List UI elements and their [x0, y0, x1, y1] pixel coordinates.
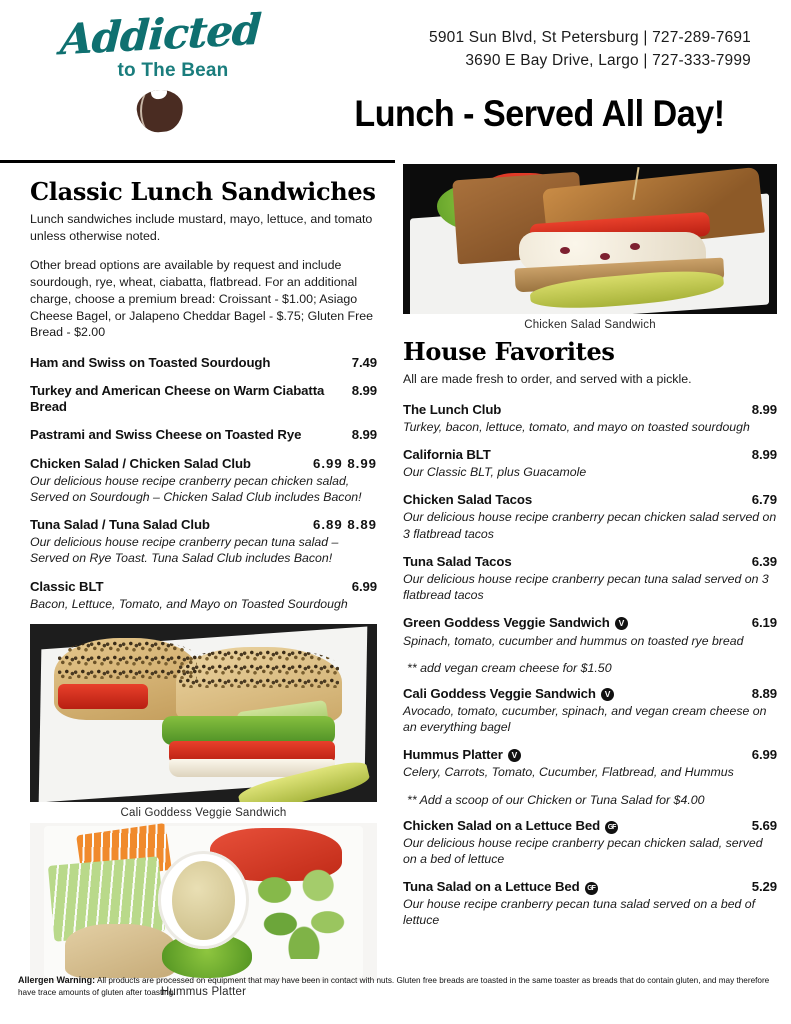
- classic-section-title: Classic Lunch Sandwiches: [30, 177, 376, 206]
- chicken-photo-caption: Chicken Salad Sandwich: [524, 319, 656, 331]
- menu-item-header: [403, 879, 777, 895]
- favorites-items-list: [403, 402, 777, 929]
- house-favorites-column: [395, 160, 791, 968]
- menu-item: [30, 383, 377, 415]
- logo-tagline: to The Bean: [117, 60, 229, 81]
- cali-goddess-photo: [30, 624, 377, 802]
- chicken-salad-photo: [403, 164, 777, 314]
- menu-item-description: Our delicious house recipe cranberry pecan tuna salad served on 3 flatbread tacos: [403, 571, 769, 603]
- allergen-warning: [18, 974, 777, 999]
- menu-item-name: The Lunch Club: [403, 401, 502, 417]
- menu-item-header: [30, 579, 377, 595]
- classic-note-1: Lunch sandwiches include mustard, mayo, lettuce, and tomato unless otherwise noted.: [30, 212, 373, 243]
- menu-item-description: Our delicious house recipe cranberry pecan chicken salad served on 3 flatbread tacos: [403, 510, 777, 541]
- location-line-1: 5901 Sun Blvd, St Petersburg | 727-289-7691: [429, 29, 751, 46]
- favorites-note: All are made fresh to order, and served with a pickle.: [403, 372, 692, 386]
- menu-item-header: [403, 554, 777, 570]
- menu-item-header: [403, 747, 777, 763]
- brand-logo: [0, 0, 320, 132]
- menu-item: [30, 517, 377, 567]
- menu-item: [30, 427, 377, 443]
- menu-item-price: 6.99: [751, 747, 777, 763]
- menu-item-price: 8.99: [351, 427, 377, 443]
- menu-item: [403, 879, 777, 929]
- logo-wordmark: Addicted: [58, 4, 262, 65]
- menu-item-name: Chicken Salad on a Lettuce Bed GF: [403, 818, 752, 834]
- menu-item-description: Celery, Carrots, Tomato, Cucumber, Flatbread, and Hummus: [403, 765, 734, 780]
- menu-item-price: 6.99 8.99: [313, 455, 377, 471]
- menu-item-price: 6.79: [751, 492, 777, 508]
- menu-item-description: Avocado, tomato, cucumber, spinach, and vegan cream cheese on an everything bagel: [403, 703, 767, 735]
- menu-item-price: 7.49: [351, 355, 377, 371]
- menu-item-header: [403, 447, 777, 463]
- allergen-text: All products are processed on equipment that may have been in contact with nuts. Gluten free breads are toasted in the same toaster as breads that do contain gluten, and may therefore have trace amounts of gluten after toasting.: [18, 976, 770, 998]
- page-header: [0, 0, 791, 160]
- menu-item-addon-note: ** add vegan cream cheese for $1.50: [407, 660, 612, 675]
- vegan-icon: V: [508, 749, 521, 762]
- menu-item-header: [403, 402, 777, 418]
- menu-item-price: 8.99: [351, 383, 377, 399]
- menu-item: [403, 686, 777, 736]
- menu-item-header: [403, 615, 777, 631]
- menu-item-description: Bacon, Lettuce, Tomato, and Mayo on Toasted Sourdough: [30, 596, 348, 611]
- menu-item-name: Ham and Swiss on Toasted Sourdough: [30, 355, 271, 371]
- menu-item-name: California BLT: [403, 447, 491, 463]
- gluten-free-icon: GF: [605, 821, 618, 834]
- bagel-photo-block: [30, 624, 377, 819]
- menu-item-description: Spinach, tomato, cucumber and hummus on toasted rye bread: [403, 633, 744, 648]
- menu-item-name: Tuna Salad Tacos: [403, 553, 512, 569]
- menu-item-price: 5.29: [751, 879, 777, 895]
- menu-item-price: 8.99: [751, 447, 777, 463]
- menu-item-addon-note: ** Add a scoop of our Chicken or Tuna Salad for $4.00: [407, 792, 705, 807]
- allergen-label: Allergen Warning:: [18, 975, 96, 985]
- menu-item-header: [30, 383, 377, 415]
- menu-item-name: Cali Goddess Veggie Sandwich V: [403, 686, 752, 702]
- menu-item-name: Turkey and American Cheese on Warm Ciabatta Bread: [30, 383, 325, 415]
- menu-item: [30, 355, 377, 371]
- menu-item: [30, 456, 377, 506]
- menu-item-header: [30, 517, 377, 533]
- hummus-photo-caption: Hummus Platter: [160, 985, 247, 998]
- menu-item-name: Green Goddess Veggie Sandwich V: [403, 615, 752, 631]
- locations-block: [320, 26, 751, 73]
- menu-item-name: Tuna Salad on a Lettuce Bed GF: [403, 879, 752, 895]
- menu-item-price: 5.69: [751, 817, 777, 833]
- menu-item-name: Chicken Salad / Chicken Salad Club: [30, 455, 251, 471]
- menu-item-description: Turkey, bacon, lettuce, tomato, and mayo on toasted sourdough: [403, 419, 750, 434]
- menu-item-description: Our delicious house recipe cranberry pecan chicken salad, served on a bed of lettuce: [403, 835, 763, 866]
- chicken-photo-block: [403, 164, 777, 331]
- page-title: Lunch - Served All Day!: [354, 92, 725, 134]
- vegan-icon: V: [615, 617, 628, 630]
- menu-item-description: Our delicious house recipe cranberry pecan tuna salad – Served on Rye Toast. Tuna Salad Club includes Bacon!: [30, 535, 339, 566]
- favorites-section-title: House Favorites: [403, 337, 615, 366]
- menu-item-header: [403, 818, 777, 834]
- menu-item-description: Our Classic BLT, plus Guacamole: [403, 465, 587, 480]
- classic-note-2: Other bread options are available by request and include sourdough, rye, wheat, ciabatta, flatbread. For an additional charge, choose a premium bread: Croissant - $1.00; Asiago Cheese Bagel, or Jalapeno Cheddar Bagel - $.75; Gluten Free Bread - $2.00: [30, 258, 374, 340]
- menu-item-name: Classic BLT: [30, 578, 104, 594]
- menu-item: [30, 579, 377, 612]
- menu-item: [403, 492, 777, 542]
- menu-item-header: [30, 427, 377, 443]
- bagel-photo-caption: Cali Goddess Veggie Sandwich: [120, 806, 287, 819]
- menu-item-name: Pastrami and Swiss Cheese on Toasted Rye: [30, 427, 302, 443]
- menu-item-price: 6.99: [351, 578, 377, 594]
- page-footer: [0, 968, 791, 1024]
- menu-item: [403, 447, 777, 480]
- location-line-2: 3690 E Bay Drive, Largo | 727-333-7999: [465, 52, 751, 70]
- gluten-free-icon: GF: [585, 882, 598, 895]
- header-right: [320, 0, 791, 135]
- menu-item-price: 6.39: [751, 553, 777, 569]
- menu-item: [403, 615, 777, 648]
- menu-item-header: [403, 492, 777, 508]
- menu-item-price: 8.99: [751, 401, 777, 417]
- menu-item-header: [30, 456, 377, 472]
- vegan-icon: V: [601, 688, 614, 701]
- menu-item-description: Our delicious house recipe cranberry pecan chicken salad, Served on Sourdough – Chicken Salad Club includes Bacon!: [30, 473, 362, 504]
- classic-items-list: [30, 355, 377, 612]
- menu-item-price: 6.19: [751, 615, 777, 631]
- menu-item: [403, 554, 777, 604]
- menu-item: [403, 818, 777, 868]
- menu-item-name: Tuna Salad / Tuna Salad Club: [30, 517, 210, 533]
- menu-item-header: [30, 355, 377, 371]
- menu-item-header: [403, 686, 777, 702]
- menu-item-price: 6.89 8.89: [313, 517, 377, 533]
- menu-item-name: Chicken Salad Tacos: [403, 492, 533, 508]
- menu-item-description: Our house recipe cranberry pecan tuna salad served on a bed of lettuce: [403, 897, 756, 928]
- coffee-bean-icon: [137, 90, 183, 132]
- menu-item: [403, 402, 777, 435]
- menu-item-price: 8.89: [751, 685, 777, 701]
- menu-item: [403, 747, 777, 780]
- menu-item-name: Hummus Platter V: [403, 747, 752, 763]
- hummus-platter-photo: [30, 823, 377, 981]
